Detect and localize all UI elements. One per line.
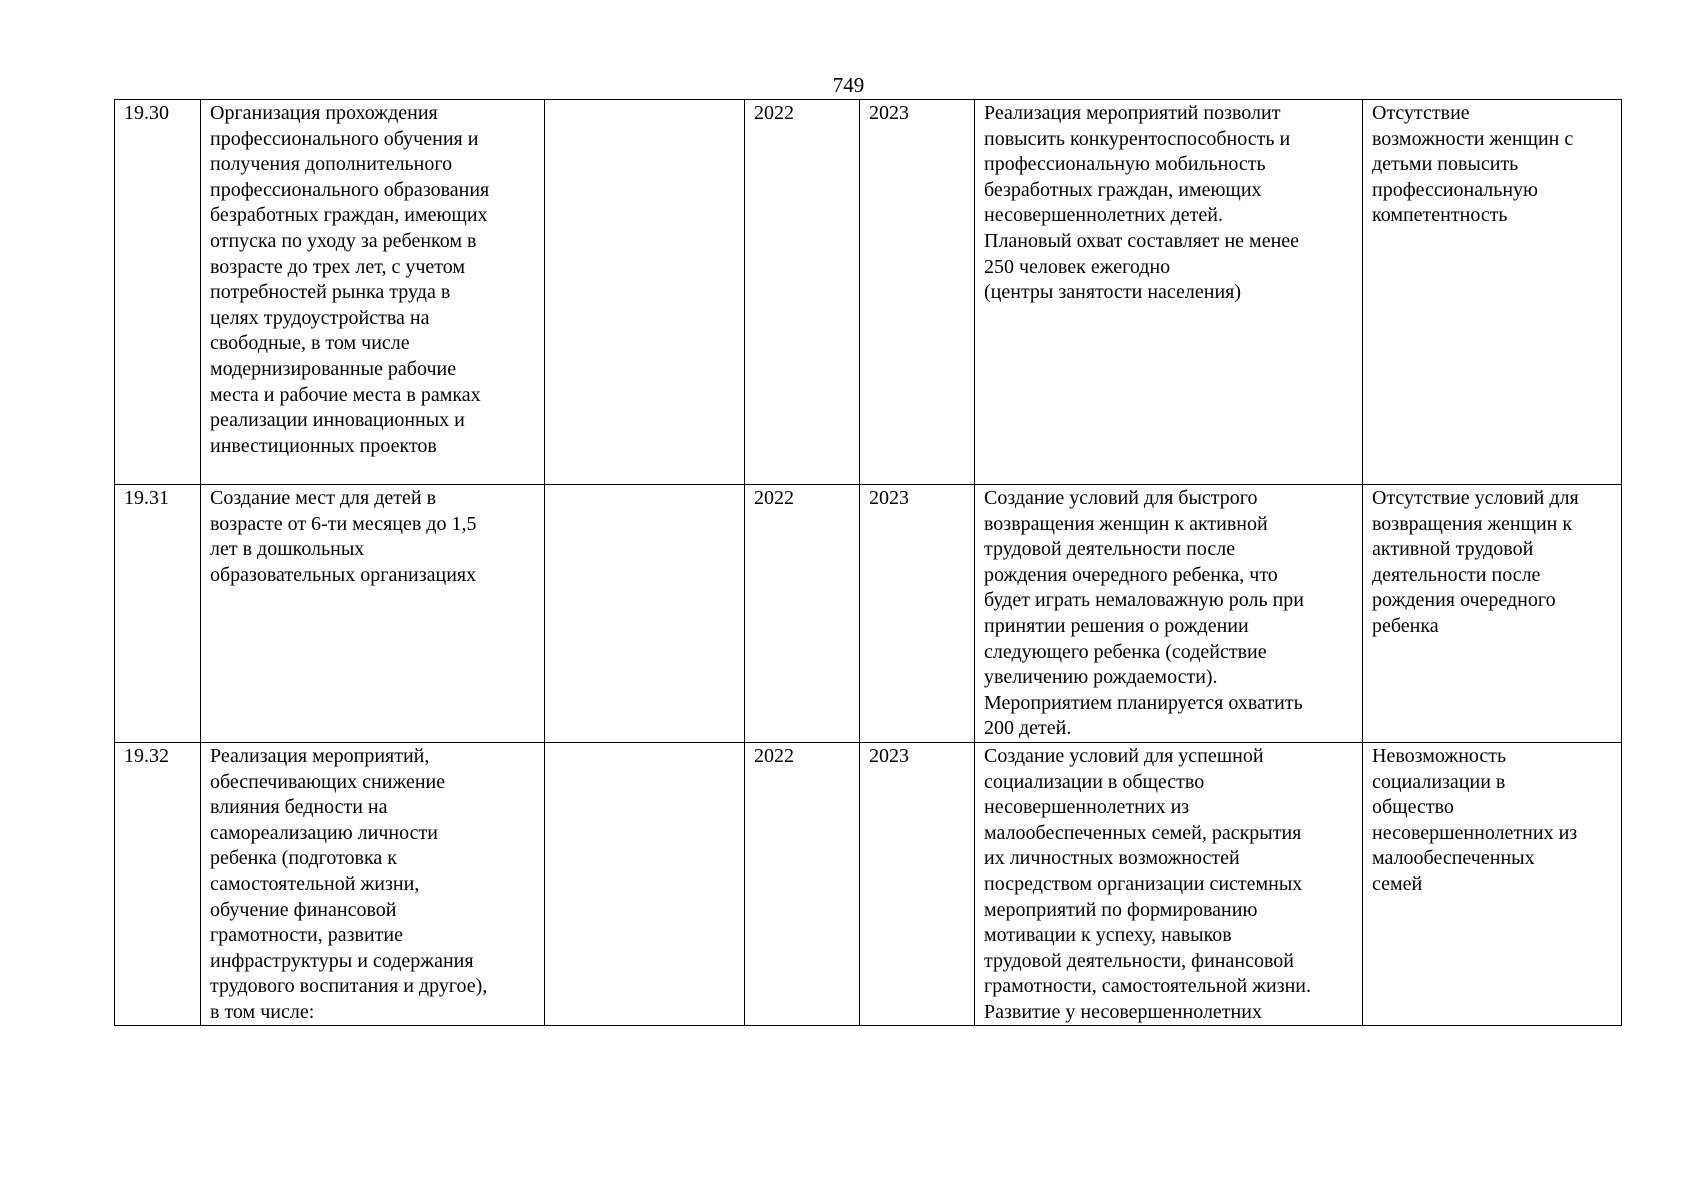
- start-year: 2022: [754, 102, 794, 124]
- executor-cell: [545, 100, 745, 485]
- measure-name: Реализация мероприятий, обеспечивающих снижение влияния бедности на самореализацию личности ребенка (подготовка к самостоятельной жизни, обучение финансовой грамотности, развитие инфраструктуры и содержания трудового воспитания и другое), в том числе:: [210, 744, 488, 1023]
- page-number: 749: [832, 73, 865, 97]
- start-year: 2022: [754, 487, 794, 509]
- consequence: Отсутствие условий для возвращения женщин к активной трудовой деятельности после рождения очередного ребенка: [1372, 487, 1579, 637]
- expected-result-cell: [975, 485, 1363, 743]
- measure-name: Организация прохождения профессионального обучения и получения дополнительного профессионального образования безработных граждан, имеющих отпуска по уходу за ребенком в возрасте до трех лет, с учетом потребностей рынка труда в целях трудоустройства на свободные, в том числе модернизированные рабочие места и рабочие места в рамках реализации инновационных и инвестиционных проектов: [210, 102, 490, 457]
- start-year-cell: [745, 485, 860, 743]
- start-year-cell: [745, 100, 860, 485]
- end-year-cell: [860, 742, 975, 1026]
- item-number: 19.32: [124, 744, 169, 767]
- end-year: 2023: [869, 102, 909, 124]
- item-number-cell: [115, 742, 201, 1026]
- item-number: 19.31: [124, 487, 169, 509]
- consequence-cell: [1363, 100, 1622, 485]
- executor-cell: [545, 485, 745, 743]
- table-row: [115, 742, 1622, 1026]
- consequence: Невозможность социализации в общество несовершеннолетних из малообеспеченных семей: [1372, 744, 1578, 895]
- expected-result-cell: [975, 100, 1363, 485]
- end-year-cell: [860, 485, 975, 743]
- expected-result: Создание условий для быстрого возвращения женщин к активной трудовой деятельности после рождения очередного ребенка, что будет играть немаловажную роль при принятии решения о рождении следующего ребенка (содействие увеличению рождаемости). Мероприятием планируется охватить 200 детей.: [984, 487, 1304, 740]
- table-row: [115, 100, 1622, 485]
- measure-name-cell: [201, 485, 545, 743]
- measure-name-cell: [201, 742, 545, 1026]
- item-number-cell: [115, 485, 201, 743]
- end-year-cell: [860, 100, 975, 485]
- consequence: Отсутствие возможности женщин с детьми повысить профессиональную компетентность: [1372, 102, 1574, 227]
- expected-result: Создание условий для успешной социализации в общество несовершеннолетних из малообеспеченных семей, раскрытия их личностных возможностей посредством организации системных мероприятий по формированию мотивации к успеху, навыков трудовой деятельности, финансовой грамотности, самостоятельной жизни. Развитие у несовершеннолетних: [984, 744, 1312, 1023]
- measures-table: [114, 99, 1622, 1026]
- consequence-cell: [1363, 742, 1622, 1026]
- expected-result-cell: [975, 742, 1363, 1026]
- end-year: 2023: [869, 744, 909, 767]
- start-year: 2022: [754, 744, 794, 767]
- item-number-cell: [115, 100, 201, 485]
- end-year: 2023: [869, 487, 909, 509]
- measure-name: Создание мест для детей в возрасте от 6-ти месяцев до 1,5 лет в дошкольных образовательных организациях: [210, 487, 477, 586]
- measure-name-cell: [201, 100, 545, 485]
- table-row: [115, 485, 1622, 743]
- start-year-cell: [745, 742, 860, 1026]
- item-number: 19.30: [124, 102, 169, 124]
- executor-cell: [545, 742, 745, 1026]
- expected-result: Реализация мероприятий позволит повысить конкурентоспособность и профессиональную мобильность безработных граждан, имеющих несовершеннолетних детей. Плановый охват составляет не менее 250 человек ежегодно (центры занятости населения): [984, 102, 1300, 304]
- consequence-cell: [1363, 485, 1622, 743]
